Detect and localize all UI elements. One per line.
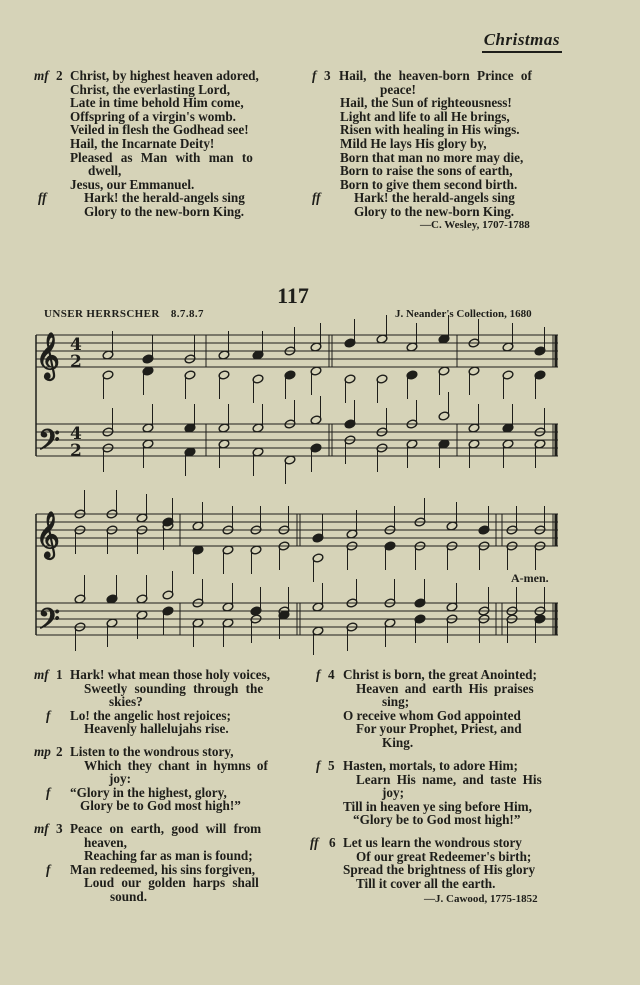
dynamic-mark: ff: [310, 835, 319, 850]
dynamic-mark: ff: [312, 190, 321, 206]
lyric-line: Spread the brightness of His glory: [343, 862, 536, 878]
stanza-number: 6: [329, 835, 336, 850]
bottom-stanza-5: [316, 759, 574, 827]
time-sig-top: 4: [70, 424, 82, 444]
lyric-line: Glory be to God most high!”: [80, 798, 241, 814]
lyric-line: Born to raise the sons of earth,: [340, 163, 513, 179]
lyric-line: Till it cover all the earth.: [356, 875, 496, 891]
lyric-line: Sweetly sounding through the: [84, 680, 264, 696]
bottom-stanza-4: [316, 668, 574, 750]
stanza-number: 2: [56, 744, 63, 759]
hymn-number: 117: [277, 283, 309, 308]
lyric-text: Man redeemed, his sins forgiven,: [70, 861, 256, 877]
lyric-line: Jesus, our Emmanuel.: [70, 176, 195, 192]
stanza-number: 3: [324, 68, 331, 83]
lyric-line: Pleased as Man with man to: [70, 149, 253, 165]
lyric-line: Light and life to all He brings,: [340, 108, 510, 124]
lyric-line: Christ, by highest heaven adored,: [70, 68, 259, 83]
author-credit: —J. Cawood, 1775-1852: [424, 893, 538, 905]
bottom-stanza-1: [34, 668, 292, 736]
bass-staff-1: [36, 424, 558, 456]
lyric-line: Hark! what mean those holy voices,: [70, 667, 271, 682]
lyric-line: Hail, the Incarnate Deity!: [70, 135, 215, 151]
lyric-line: Reaching far as man is found;: [84, 848, 253, 864]
lyric-line: dwell,: [88, 163, 122, 179]
refrain-line: Glory to the new-born King.: [84, 203, 245, 219]
lyric-line: Heavenly hallelujahs rise.: [84, 721, 229, 737]
stanza-number: 5: [328, 758, 335, 773]
refrain-text: Hark! the herald-angels sing: [84, 190, 245, 206]
notes-layer: [74, 315, 546, 655]
lyric-line: King.: [382, 734, 414, 750]
lyric-line: [46, 784, 292, 800]
dynamic-mark: ff: [38, 190, 47, 206]
time-sig-top: 4: [70, 335, 82, 355]
lyric-line: For your Prophet, Priest, and: [356, 721, 522, 737]
lyric-text: Lo! the angelic host rejoices;: [70, 707, 231, 723]
tune-source: J. Neander's Collection, 1680: [395, 308, 532, 320]
dynamic-mark: f: [46, 707, 51, 723]
lyric-line: Learn His name, and taste His: [356, 771, 542, 787]
lyric-line: Born that man no more may die,: [340, 149, 524, 165]
lyric-line: joy:: [109, 771, 131, 787]
dynamic-mark: f: [46, 784, 51, 800]
dynamic-mark: mf: [34, 667, 49, 682]
stanza-number: 2: [56, 68, 63, 83]
refrain-text: Hark! the herald-angels sing: [354, 190, 515, 206]
lyric-line: Mild He lays His glory by,: [340, 135, 487, 151]
lyric-line: Veiled in flesh the Godhead see!: [70, 122, 249, 138]
lyric-line: joy;: [382, 785, 404, 801]
lyric-line: Till in heaven ye sing before Him,: [343, 798, 532, 814]
lyric-line: Peace on earth, good will from: [70, 821, 262, 836]
lyric-line: sing;: [382, 694, 410, 710]
dynamic-mark: f: [316, 758, 321, 773]
lyric-line: Christ is born, the great Anointed;: [343, 667, 537, 682]
treble-clef-icon: 𝄞: [36, 332, 60, 379]
author-credit: —C. Wesley, 1707-1788: [420, 219, 530, 231]
dynamic-mark: f: [316, 667, 321, 682]
lyric-line: Loud our golden harps shall: [84, 875, 259, 891]
time-sig-bottom: 2: [70, 352, 82, 372]
tune-meter: 8.7.8.7: [170, 308, 204, 320]
dynamic-mark: mf: [34, 821, 49, 836]
bottom-stanza-3: [34, 822, 292, 904]
lyric-line: Hasten, mortals, to adore Him;: [343, 758, 518, 773]
treble-clef-icon: 𝄞: [36, 511, 60, 558]
lyric-line: Which they chant in hymns of: [84, 757, 268, 773]
lyric-line: Listen to the wondrous story,: [70, 744, 234, 759]
refrain-line: Glory to the new-born King.: [354, 203, 515, 219]
lyric-line: Let us learn the wondrous story: [343, 835, 522, 850]
lyric-text: “Glory in the highest, glory,: [70, 784, 227, 800]
dynamic-mark: f: [312, 68, 317, 83]
lyric-line: peace!: [380, 81, 416, 97]
lyric-line: sound.: [110, 888, 148, 904]
treble-staff-1: [36, 335, 558, 367]
dynamic-mark: mf: [34, 68, 49, 83]
lyric-line: O receive whom God appointed: [343, 707, 521, 723]
lyric-line: “Glory be to God most high!”: [353, 812, 521, 828]
tune-title: UNSER HERRSCHER: [44, 308, 160, 320]
lyric-line: skies?: [109, 694, 143, 710]
lyric-line: Born to give them second birth.: [340, 176, 518, 192]
lyric-line: Late in time behold Him come,: [70, 95, 244, 111]
lyric-line: Hail, the heaven-born Prince of: [339, 68, 532, 83]
dynamic-mark: f: [46, 861, 51, 877]
lyric-line: [46, 707, 292, 723]
dynamic-mark: mp: [34, 744, 51, 759]
bottom-stanza-2: [34, 745, 292, 813]
lyric-line: Hail, the Sun of righteousness!: [340, 95, 512, 111]
lyric-line: Risen with healing in His wings.: [340, 122, 520, 138]
stanza-number: 1: [56, 667, 63, 682]
lyric-line: Offspring of a virgin's womb.: [70, 108, 236, 124]
stanza-number: 3: [56, 821, 63, 836]
bass-clef-icon: 𝄢: [38, 603, 60, 643]
bass-clef-icon: 𝄢: [38, 424, 60, 464]
section-title: Christmas: [482, 30, 562, 53]
lyric-line: Christ, the everlasting Lord,: [70, 81, 231, 97]
lyric-line: [46, 861, 292, 877]
lyric-line: Of our great Redeemer's birth;: [356, 848, 532, 864]
bottom-stanza-6: [310, 836, 574, 890]
lyric-line: heaven,: [84, 834, 127, 850]
lyric-line: Heaven and earth His praises: [356, 680, 534, 696]
amen-label: A-men.: [511, 571, 549, 585]
time-sig-bottom: 2: [70, 441, 82, 461]
stanza-number: 4: [328, 667, 335, 682]
